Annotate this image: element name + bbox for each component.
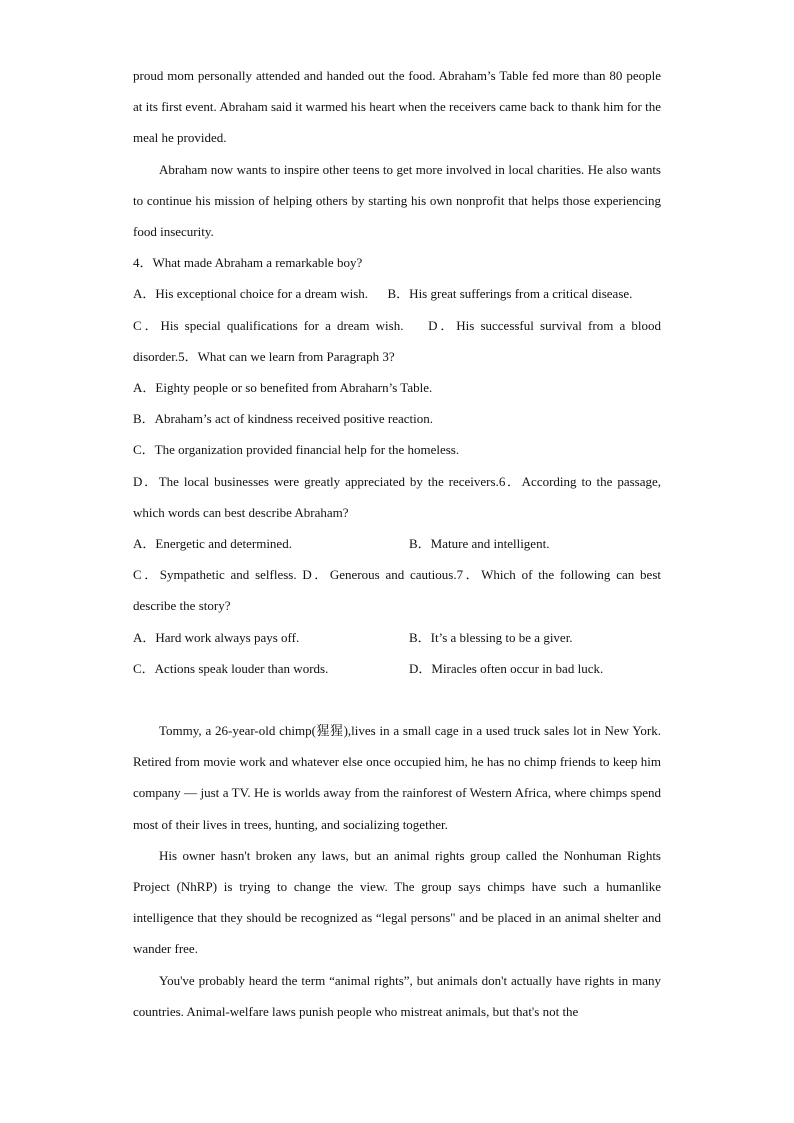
question-5-option-b: B．Abraham’s act of kindness received positive reaction.: [133, 411, 433, 427]
passage2-paragraph-3: You've probably heard the term “animal rights”, but animals don't actually have rights in many countries. Animal-welfare laws punish people who mistreat animals, but that's not the: [133, 972, 661, 1019]
question-7-option-d: D．Miracles often occur in bad luck.: [409, 660, 604, 676]
question-4-option-b: B．His great sufferings from a critical disease.: [387, 286, 633, 302]
question-4-options-ab: [133, 278, 661, 309]
question-7-option-b: B．It’s a blessing to be a giver.: [409, 629, 573, 645]
question-5-option-c: C．The organization provided financial help for the homeless.: [133, 442, 460, 458]
question-4-option-a: A．His exceptional choice for a dream wish.: [133, 286, 369, 302]
question-6-options-ab: [133, 528, 661, 559]
passage2-paragraph-1: Tommy, a 26-year-old chimp(猩猩),lives in a small cage in a used truck sales lot in New York. Retired from movie work and whatever else once occupied him, he has no chimp friends to keep him company — just a TV. He is worlds away from the rainforest of Western Africa, where chimps spend most of their lives in trees, hunting, and socializing together.: [133, 723, 661, 832]
section-spacer: [133, 684, 661, 715]
question-7-option-a: A．Hard work always pays off.: [133, 629, 300, 645]
question-4-options-cd: [133, 310, 661, 372]
document-page: [133, 60, 661, 1027]
question-6-option-b: B．Mature and intelligent.: [409, 536, 550, 552]
question-4-option-d-question-5: D．His successful survival from a blood disorder.5．What can we learn from Paragraph 3?: [133, 317, 661, 364]
question-5-option-a: A．Eighty people or so benefited from Abraharn’s Table.: [133, 380, 433, 396]
question-7-options-cd: [133, 653, 661, 684]
question-6-options-cd-question-7: C．Sympathetic and selfless. D．Generous and cautious.7．Which of the following can best describe the story?: [133, 567, 661, 614]
question-7-option-c: C．Actions speak louder than words.: [133, 660, 329, 676]
question-4: 4．What made Abraham a remarkable boy?: [133, 255, 363, 271]
question-5-option-d-question-6: D．The local businesses were greatly appreciated by the receivers.6．According to the passage, which words can best describe Abraham?: [133, 473, 661, 520]
passage2-paragraph-2: His owner hasn't broken any laws, but an animal rights group called the Nonhuman Rights Project (NhRP) is trying to change the view. The group says chimps have such a humanlike intelligence that they should be recognized as “legal persons" and be placed in an animal shelter and wander free.: [133, 847, 661, 957]
question-4-option-c: C．His special qualifications for a dream wish.: [133, 317, 404, 333]
passage1-paragraph-final: Abraham now wants to inspire other teens to get more involved in local charities. He also wants to continue his mission of helping others by starting his own nonprofit that helps those experiencing food insecurity.: [133, 161, 661, 240]
passage1-paragraph-end: proud mom personally attended and handed out the food. Abraham’s Table fed more than 80 people at its first event. Abraham said it warmed his heart when the receivers came back to thank him for the meal he provided.: [133, 68, 661, 146]
question-6-option-a: A．Energetic and determined.: [133, 536, 292, 552]
question-7-options-ab: [133, 622, 661, 653]
